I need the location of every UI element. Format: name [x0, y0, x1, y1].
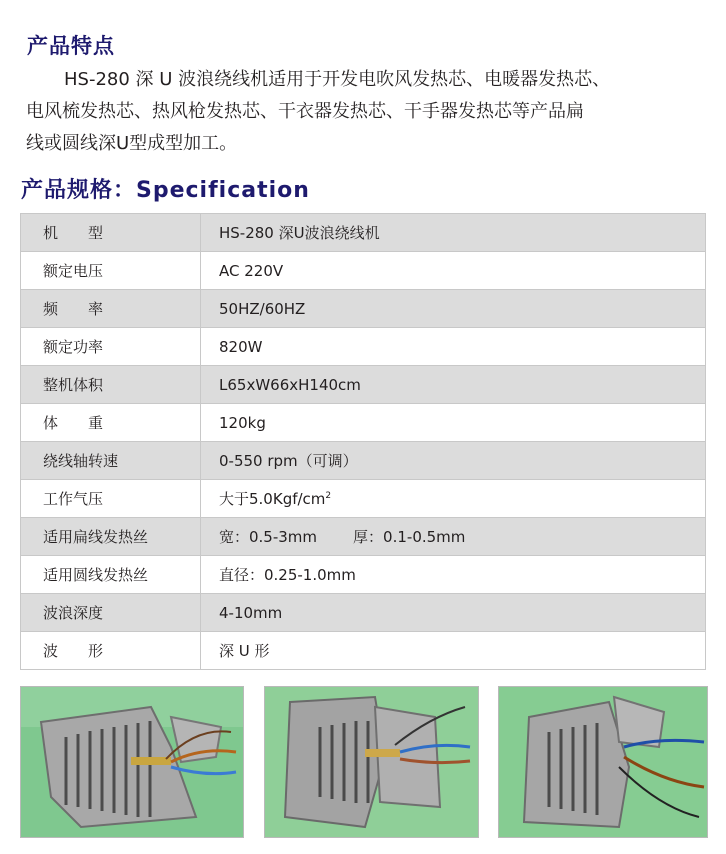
spec-key: 工作气压 [21, 480, 201, 518]
spec-key: 适用圆线发热丝 [21, 556, 201, 594]
flat-wire-width: 宽：0.5-3mm [219, 528, 318, 546]
spec-key: 体 重 [21, 404, 201, 442]
spec-value: HS-280 深U波浪绕线机 [201, 214, 706, 252]
features-paragraph [26, 64, 698, 160]
spec-key: 机 型 [21, 214, 201, 252]
spec-value [201, 518, 706, 556]
spec-heading: 产品规格：Specification [21, 178, 310, 203]
features-line-1: HS-280 深 U 波浪绕线机适用于开发电吹风发热芯、电暖器发热芯、 [64, 69, 611, 90]
spec-key: 额定功率 [21, 328, 201, 366]
features-line-3: 线或圆线深U型成型加工。 [26, 133, 238, 154]
spec-row-pressure [21, 480, 706, 518]
spec-row-wave-depth [21, 594, 706, 632]
spec-value: L65xW66xH140cm [201, 366, 706, 404]
spec-value: 直径：0.25-1.0mm [201, 556, 706, 594]
product-photo-3 [498, 686, 708, 838]
spec-row-round-wire [21, 556, 706, 594]
spec-value: 4-10mm [201, 594, 706, 632]
flat-wire-thickness: 厚：0.1-0.5mm [353, 528, 466, 546]
pressure-value: 大于5.0Kgf/cm [219, 490, 326, 508]
spec-value: 50HZ/60HZ [201, 290, 706, 328]
spec-key: 波 形 [21, 632, 201, 670]
spec-row-model [21, 214, 706, 252]
product-photo-2 [264, 686, 479, 838]
spec-row-flat-wire [21, 518, 706, 556]
spec-key: 频 率 [21, 290, 201, 328]
spec-value: 深 U 形 [201, 632, 706, 670]
spec-row-frequency [21, 290, 706, 328]
spec-value: 120kg [201, 404, 706, 442]
spec-key: 整机体积 [21, 366, 201, 404]
spec-value: AC 220V [201, 252, 706, 290]
pressure-superscript: 2 [325, 491, 332, 501]
spec-value: 820W [201, 328, 706, 366]
spec-value [201, 480, 706, 518]
spec-row-size [21, 366, 706, 404]
spec-key: 波浪深度 [21, 594, 201, 632]
spec-row-power [21, 328, 706, 366]
spec-row-weight [21, 404, 706, 442]
spec-table [20, 213, 706, 670]
features-line-2: 电风梳发热芯、热风枪发热芯、干衣器发热芯、干手器发热芯等产品扁 [26, 101, 584, 122]
spec-row-speed [21, 442, 706, 480]
spec-key: 适用扁线发热丝 [21, 518, 201, 556]
spec-key: 额定电压 [21, 252, 201, 290]
spec-value: 0-550 rpm（可调） [201, 442, 706, 480]
features-heading: 产品特点 [27, 34, 115, 58]
spec-row-wave-shape [21, 632, 706, 670]
spec-row-voltage [21, 252, 706, 290]
spec-key: 绕线轴转速 [21, 442, 201, 480]
product-photo-1 [20, 686, 244, 838]
